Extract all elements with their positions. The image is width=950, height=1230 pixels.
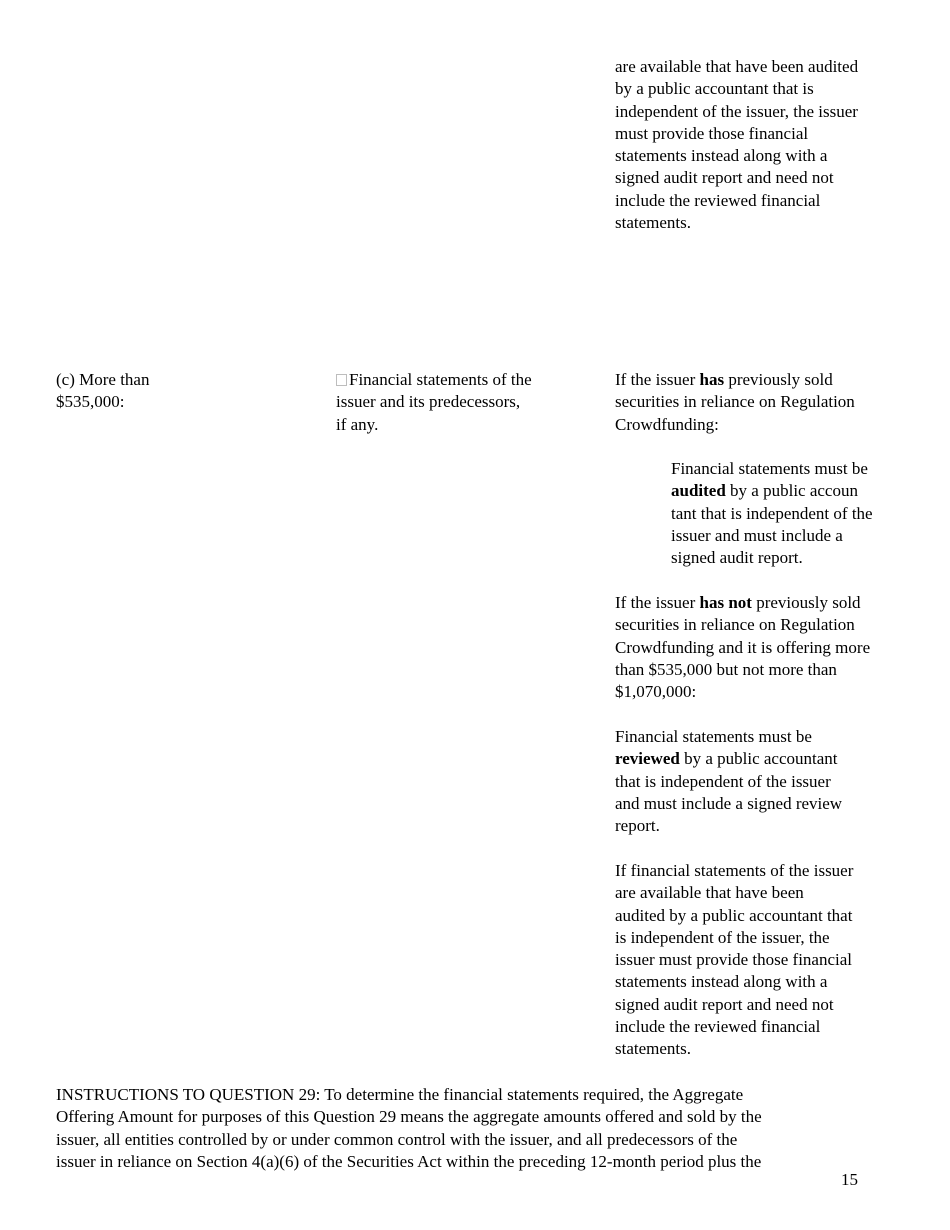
requirement-paragraph-has-not-sold: If the issuer has not previously sold securities in reliance on Regulation Crowdfunding and it is offering more than $535,000 but not more than $1,070,000: [615,592,905,703]
text-line: independent of the issuer, the issuer [615,101,858,121]
text-line: signed audit report. [671,548,803,568]
text-line: issuer and its predecessors, [336,392,521,412]
text-line: must provide those financial [615,123,809,143]
text-line: statements instead along with a [615,972,828,992]
text-line: Financial statements must be [671,459,868,478]
text-line: than $535,000 but not more than [615,659,837,679]
offering-threshold-cell [56,369,296,414]
text-line: issuer in reliance on Section 4(a)(6) of the Securities Act within the preceding 12-month period plus the [56,1151,762,1171]
text-line: issuer, all entities controlled by or under common control with the issuer, and all predecessors of the [56,1129,738,1149]
text-line: and must include a signed review [615,793,843,813]
text-line: securities in reliance on Regulation [615,392,855,412]
text-line: Financial statements must be [615,727,812,746]
text-line: is independent of the issuer, the [615,927,830,947]
text-line: $535,000: [56,392,125,412]
continued-paragraph [615,56,905,234]
page-number: 15 [841,1170,858,1189]
text-line: Offering Amount for purposes of this Question 29 means the aggregate amounts offered and sold by the [56,1107,762,1127]
text-line: include the reviewed financial [615,190,821,210]
text-line: by a public accountant that is [615,79,814,99]
text-line: statements instead along with a [615,146,828,166]
text-line: include the reviewed financial [615,1017,821,1037]
text-line: if any. [336,414,379,434]
requirement-audited-indent: Financial statements must be audited by a public accoun tant that is independent of the issuer and must include a signed audit report. [671,458,921,569]
text-line: INSTRUCTIONS TO QUESTION 29: To determine the financial statements required, the Aggregate [56,1085,744,1104]
text-line: are available that have been [615,883,804,903]
text-line: signed audit report and need not [615,168,834,188]
requirement-audited-alternative [615,860,905,1061]
text-line: Crowdfunding: [615,414,719,434]
text-line: Crowdfunding and it is offering more [615,637,871,657]
text-line: report. [615,816,660,836]
emphasis-has-not: has not [699,593,752,612]
text-line: $1,070,000: [615,682,697,702]
text-line: audited by a public accountant that [615,905,853,925]
emphasis-reviewed: reviewed [615,749,680,769]
text-line: securities in reliance on Regulation [615,615,855,635]
requirement-reviewed: Financial statements must be reviewed by a public accountant that is independent of the issuer and must include a signed review report. [615,726,905,837]
text-line: are available that have been audited [615,57,859,76]
text-line: (c) More than [56,370,150,389]
text-line: that is independent of the issuer [615,771,831,791]
emphasis-audited: audited [671,481,726,501]
text-line: issuer must provide those financial [615,950,853,970]
requirement-paragraph-has-sold: If the issuer has previously sold securities in reliance on Regulation Crowdfunding: [615,369,905,436]
financial-statements-cell [336,369,586,436]
text-line: signed audit report and need not [615,994,834,1014]
instructions-paragraph [56,1084,896,1173]
text-line: statements. [615,1039,692,1059]
text-line: Financial statements of the [349,370,532,389]
text-line: issuer and must include a [671,525,843,545]
text-line: tant that is independent of the [671,503,873,523]
text-line: If financial statements of the issuer [615,861,854,880]
checkbox-glyph [336,374,347,386]
text-line: statements. [615,213,692,233]
emphasis-has: has [699,370,725,389]
